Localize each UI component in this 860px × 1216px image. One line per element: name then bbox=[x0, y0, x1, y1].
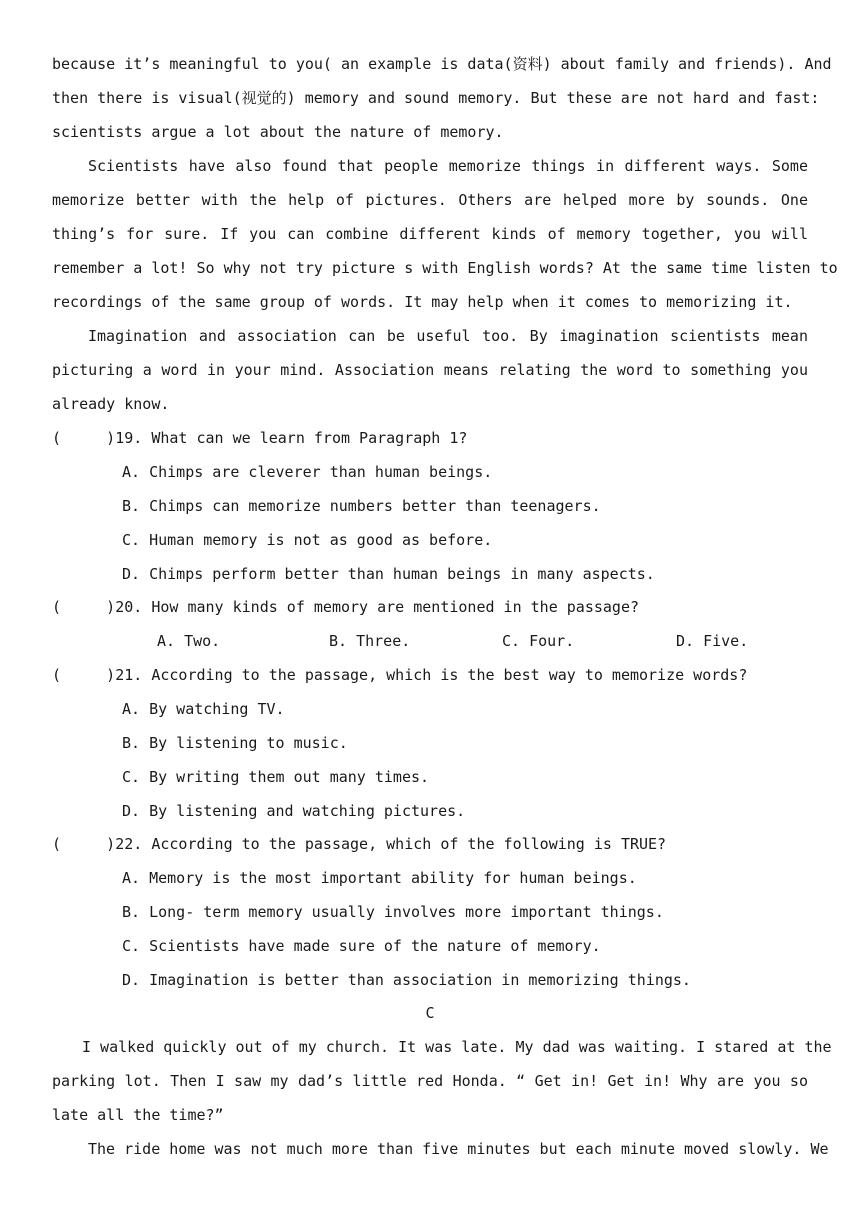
question-21-stem: ( )21. According to the passage, which is the best way to memorize words? bbox=[52, 666, 748, 684]
passage-line: thing’s for sure. If you can combine different kinds of memory together, you will bbox=[52, 225, 808, 243]
passage-c-line: late all the time?” bbox=[52, 1106, 224, 1124]
passage-line: memorize better with the help of pictures. Others are helped more by sounds. One bbox=[52, 191, 808, 209]
question-20-option-c: C. Four. bbox=[502, 632, 575, 650]
passage-c-line: parking lot. Then I saw my dad’s little red Honda. “ Get in! Get in! Why are you so bbox=[52, 1072, 808, 1090]
question-20-stem: ( )20. How many kinds of memory are mentioned in the passage? bbox=[52, 598, 639, 616]
question-20-option-b: B. Three. bbox=[329, 632, 411, 650]
question-20-option-d: D. Five. bbox=[676, 632, 749, 650]
question-22-stem: ( )22. According to the passage, which of the following is TRUE? bbox=[52, 835, 667, 853]
question-19-option-a: A. Chimps are cleverer than human beings. bbox=[122, 463, 493, 481]
passage-line: Scientists have also found that people memorize things in different ways. Some bbox=[88, 157, 808, 175]
question-22-option-b: B. Long- term memory usually involves more important things. bbox=[122, 903, 664, 921]
question-19-option-d: D. Chimps perform better than human beings in many aspects. bbox=[122, 565, 655, 583]
question-19-stem: ( )19. What can we learn from Paragraph 1? bbox=[52, 429, 468, 447]
passage-line: picturing a word in your mind. Association means relating the word to something you bbox=[52, 361, 808, 379]
passage-line: scientists argue a lot about the nature of memory. bbox=[52, 123, 504, 141]
passage-line: already know. bbox=[52, 395, 170, 413]
passage-c-line: I walked quickly out of my church. It was late. My dad was waiting. I stared at the bbox=[82, 1038, 832, 1056]
question-22-option-a: A. Memory is the most important ability for human beings. bbox=[122, 869, 637, 887]
passage-line: remember a lot! So why not try picture s with English words? At the same time listen to bbox=[52, 259, 838, 277]
section-c-heading: C bbox=[425, 1004, 435, 1022]
passage-line: recordings of the same group of words. It may help when it comes to memorizing it. bbox=[52, 293, 793, 311]
question-21-option-a: A. By watching TV. bbox=[122, 700, 285, 718]
question-22-option-c: C. Scientists have made sure of the nature of memory. bbox=[122, 937, 601, 955]
passage-c-line: The ride home was not much more than five minutes but each minute moved slowly. We bbox=[88, 1140, 829, 1158]
question-21-option-c: C. By writing them out many times. bbox=[122, 768, 430, 786]
passage-line: Imagination and association can be useful too. By imagination scientists mean bbox=[88, 327, 808, 345]
question-21-option-b: B. By listening to music. bbox=[122, 734, 348, 752]
question-19-option-c: C. Human memory is not as good as before. bbox=[122, 531, 493, 549]
question-21-option-d: D. By listening and watching pictures. bbox=[122, 802, 466, 820]
question-22-option-d: D. Imagination is better than association in memorizing things. bbox=[122, 971, 691, 989]
question-19-option-b: B. Chimps can memorize numbers better than teenagers. bbox=[122, 497, 601, 515]
passage-line: then there is visual(视觉的) memory and sound memory. But these are not hard and fast: bbox=[52, 89, 820, 107]
passage-line: because it’s meaningful to you( an example is data(资料) about family and friends). And bbox=[52, 55, 832, 73]
question-20-option-a: A. Two. bbox=[157, 632, 221, 650]
